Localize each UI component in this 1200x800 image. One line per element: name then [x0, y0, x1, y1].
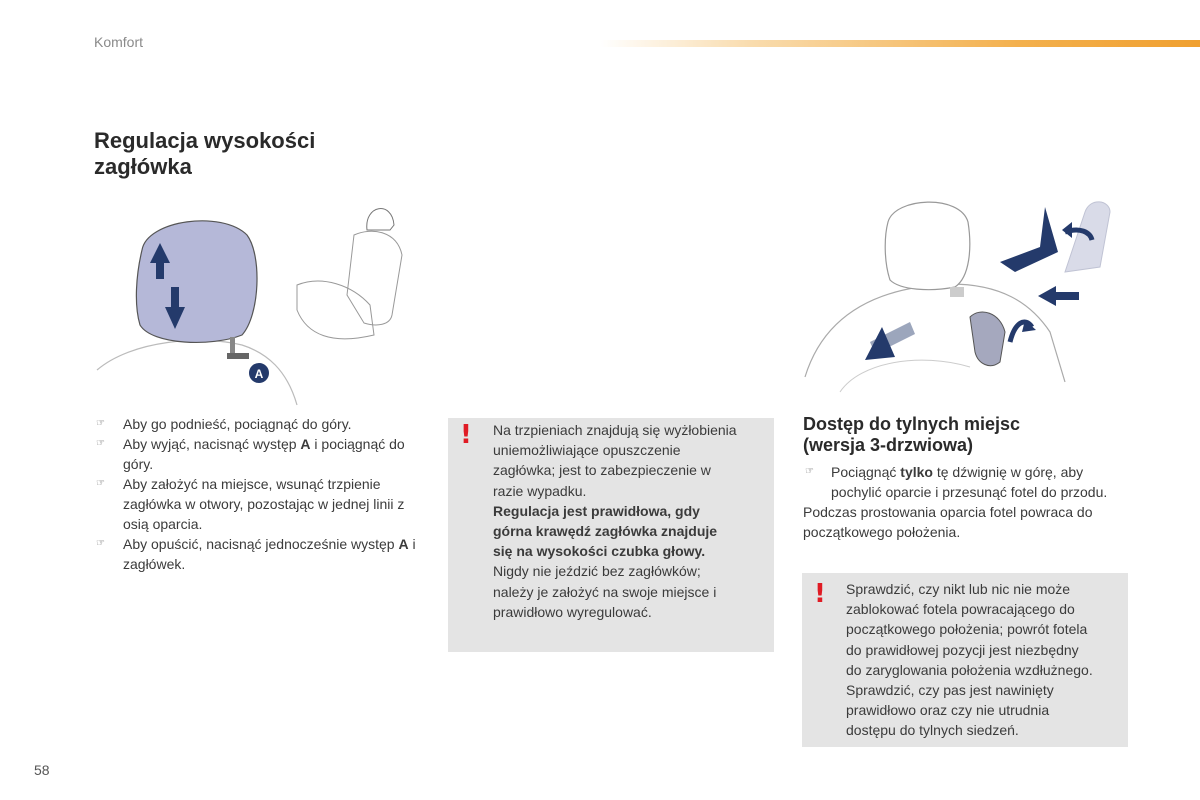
page-title-line-2: zagłówka — [94, 154, 192, 179]
page-number: 58 — [34, 762, 50, 778]
warning-icon: ! — [814, 579, 826, 609]
section-label: Komfort — [94, 34, 144, 50]
warning-box-seat — [802, 573, 1128, 747]
pointing-hand-icon: ☞ — [96, 418, 105, 429]
warning-text: Na trzpieniach znajdują się wyżłobienia uniemożliwiające opuszczenie zagłówka; jest to zabezpieczenie w razie wypadku. Regulacja jest prawidłowa, gdy górna krawędź zagłówka znajduje się na wysokości czubka głowy. Nigdy nie jeździć bez zagłówków; należy je założyć na swoje miejsce i prawidłowo wyregulować. — [493, 422, 737, 620]
page-title — [94, 128, 414, 180]
pointing-hand-icon: ☞ — [96, 478, 105, 489]
page-title-line-1: Regulacja wysokości — [94, 128, 316, 153]
access-note: Podczas prostowania oparcia fotel powraca do początkowego położenia. — [803, 504, 1093, 540]
marker-a: A — [254, 367, 264, 381]
instruction-item: ☞ Aby opuścić, nacisnąć jednocześnie występ A i zagłówek. — [96, 536, 416, 572]
instruction-item: ☞ Aby założyć na miejsce, wsunąć trzpienie zagłówka w otwory, pozostając w jednej linii z osią oparcia. — [96, 476, 405, 532]
warning-icon: ! — [460, 420, 472, 450]
pointing-hand-icon: ☞ — [805, 466, 814, 477]
instruction-item: ☞ Aby go podnieść, pociągnąć do góry. — [96, 416, 352, 432]
headrest-illustration — [92, 195, 432, 410]
warning-box-headrest — [448, 418, 774, 652]
access-instructions — [803, 462, 1133, 542]
headrest-drawing — [92, 195, 432, 410]
pointing-hand-icon: ☞ — [96, 538, 105, 549]
seat-access-illustration — [800, 192, 1130, 407]
access-section-title: Dostęp do tylnych miejsc (wersja 3-drzwiowa) — [803, 414, 1021, 455]
instruction-item: ☞ Aby wyjąć, nacisnąć występ A i pociągnąć do góry. — [96, 436, 405, 472]
header-accent-bar — [600, 40, 1200, 47]
instruction-item: ☞ Pociągnąć tylko tę dźwignię w górę, aby pochylić oparcie i przesunąć fotel do przodu. — [805, 464, 1108, 500]
pointing-hand-icon: ☞ — [96, 438, 105, 449]
warning-text: Sprawdzić, czy nikt lub nic nie może zablokować fotela powracającego do początkowego położenia; powrót fotela do prawidłowej pozycji jest niezbędny do zaryglowania położenia wzdłużnego. Sprawdzić, czy pas jest nawinięty prawidłowo oraz czy nie utrudnia dostępu do tylnych siedzeń. — [846, 581, 1093, 739]
seat-access-drawing — [800, 192, 1130, 407]
headrest-instructions — [94, 414, 424, 574]
